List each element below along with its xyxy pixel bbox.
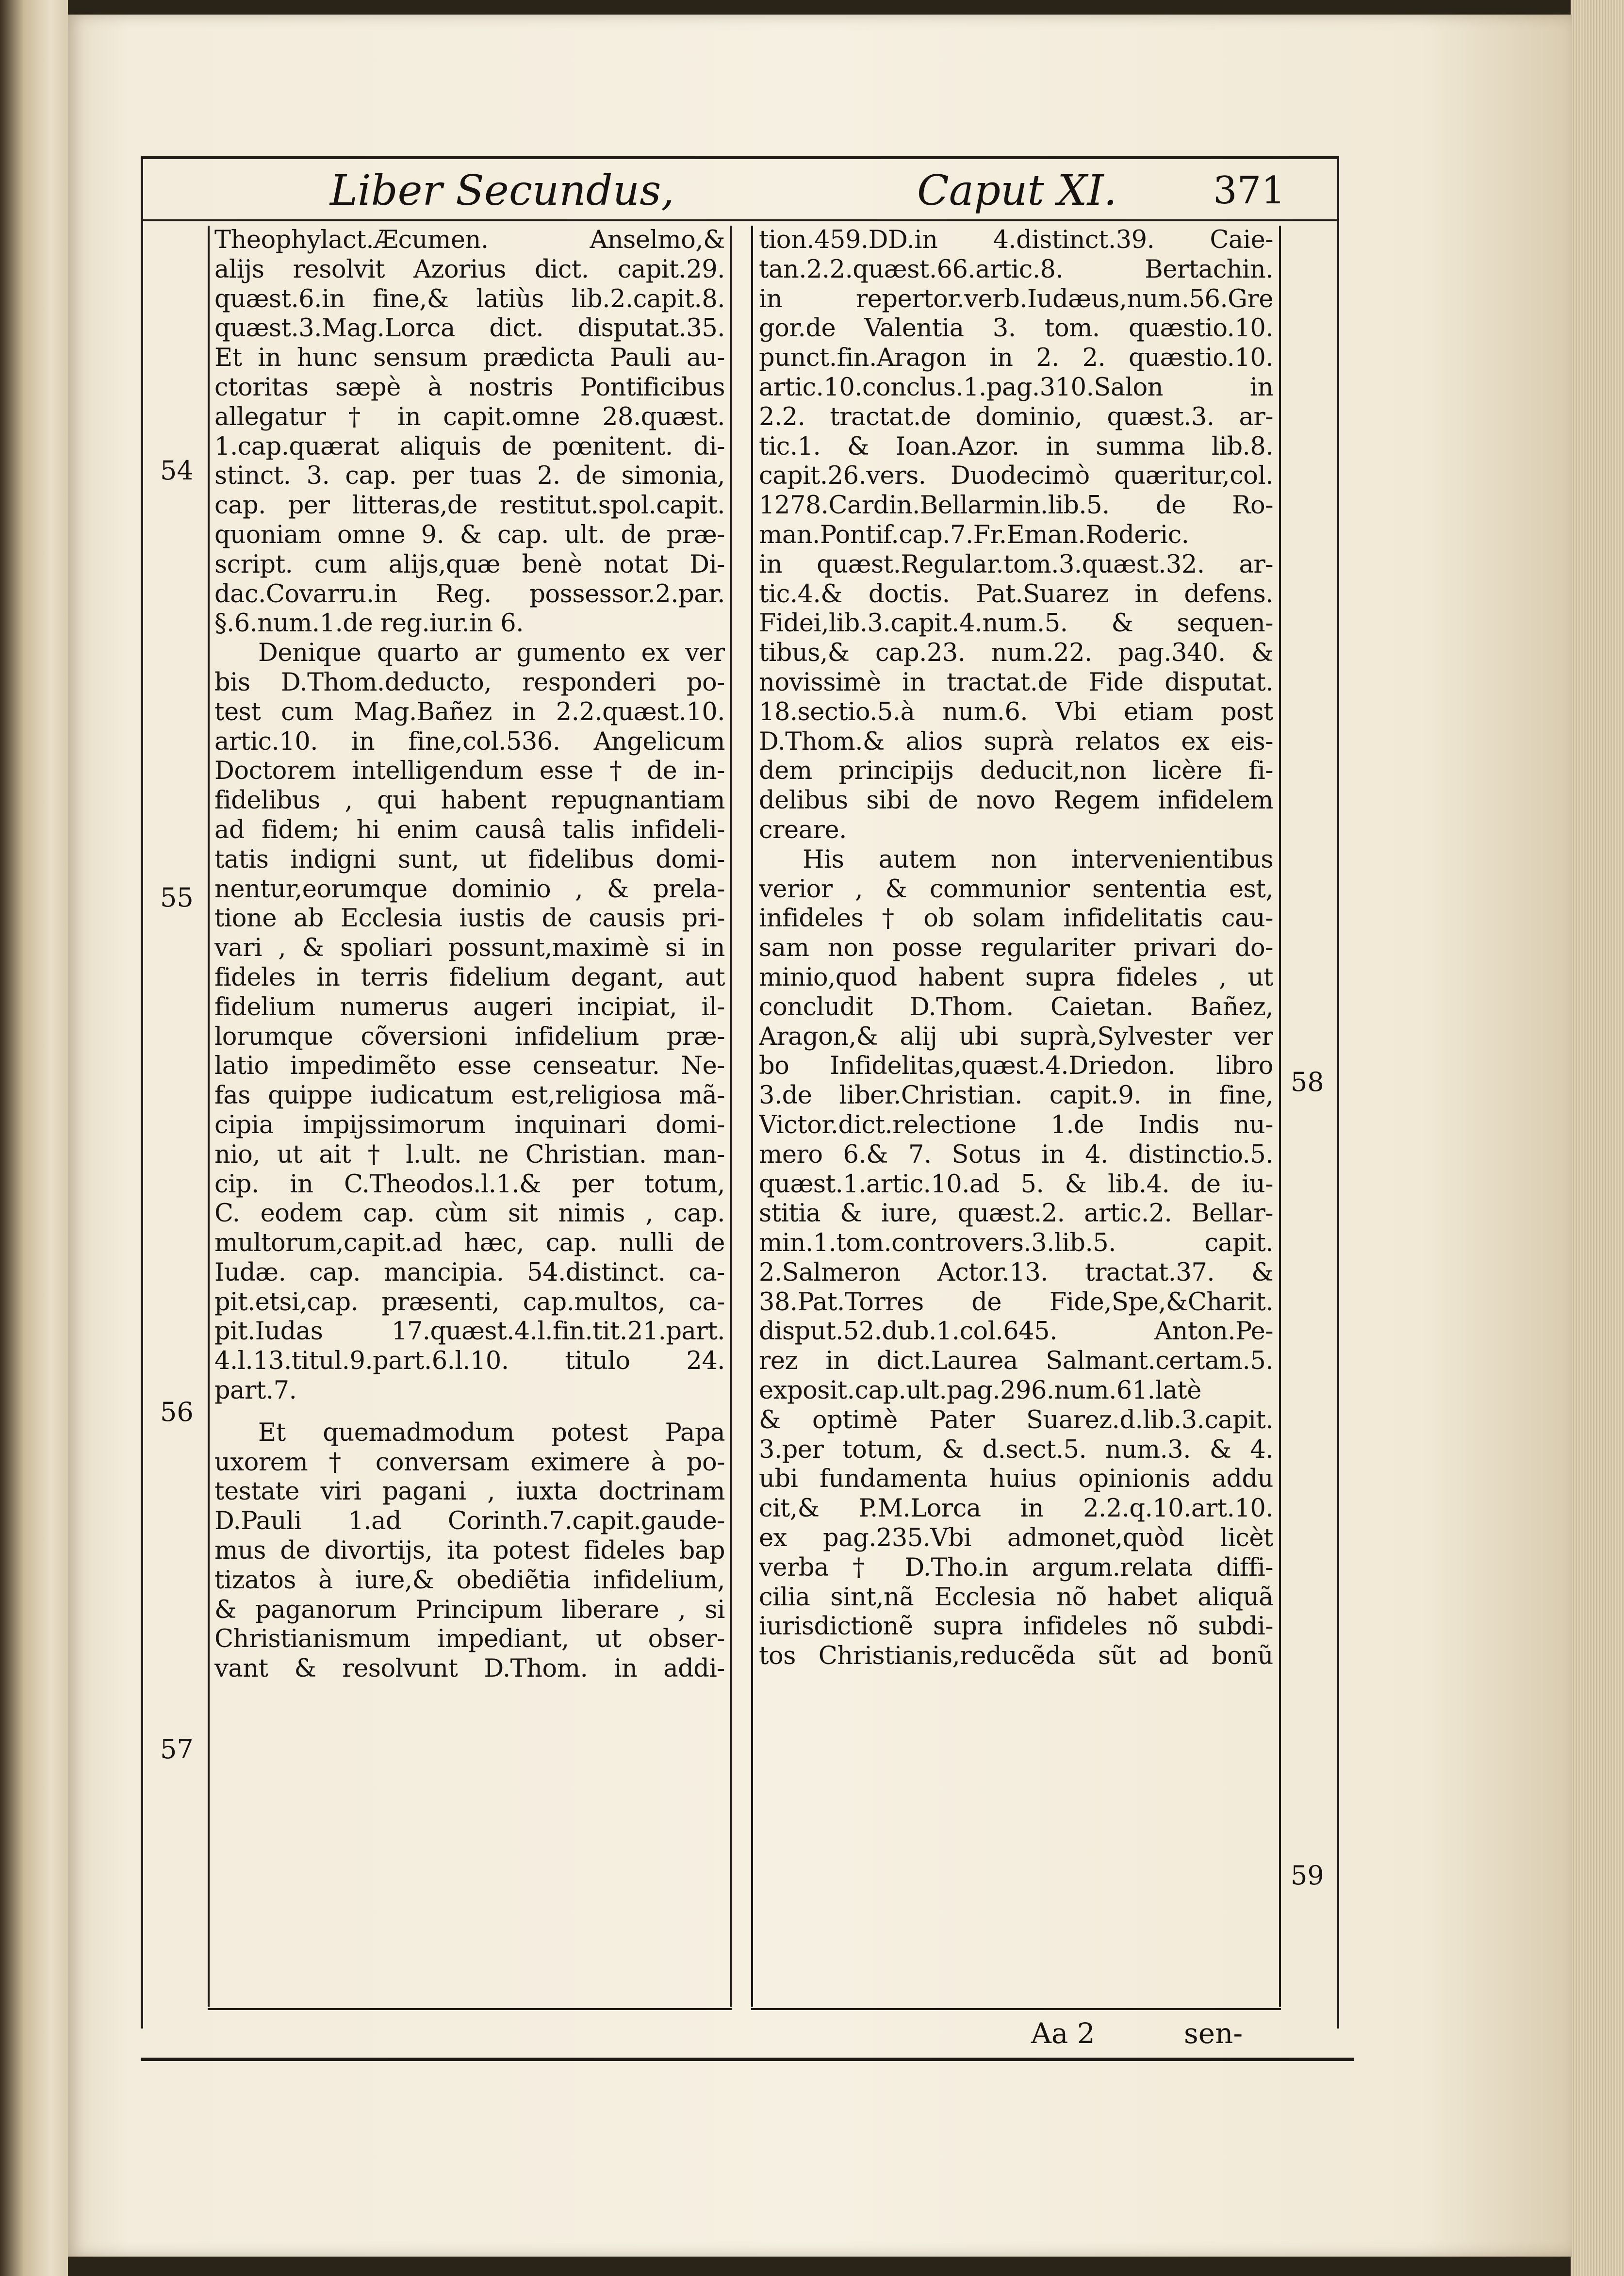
running-head-chapter: Caput XI. (917, 166, 1117, 215)
text-line: tic.1. & Ioan.Azor. in summa lib.8. (759, 432, 1273, 461)
text-line: Fidei,lib.3.capit.4.num.5. & sequen- (759, 609, 1273, 638)
text-line: Iudæ. cap. mancipia. 54.distinct. ca- (214, 1258, 725, 1287)
text-line: cap. per litteras,de restitut.spol.capit. (214, 491, 725, 520)
margin-number-56: 56 (160, 1397, 194, 1427)
left-page-edge (0, 0, 68, 2276)
text-line: delibus sibi de novo Regem infidelem (759, 786, 1273, 815)
catchword: sen- (1184, 2017, 1243, 2050)
text-line: dac.Covarru.in Reg. possessor.2.par. (214, 579, 725, 609)
text-line: Christianismum impediant, ut obser- (214, 1625, 725, 1654)
text-line: C. eodem cap. cùm sit nimis , cap. (214, 1199, 725, 1228)
text-line: cilia sint,nã Ecclesia nõ habet aliquã (759, 1583, 1273, 1612)
text-line: & paganorum Principum liberare , si (214, 1595, 725, 1624)
text-line: fideles in terris fidelium degant, aut (214, 963, 725, 992)
text-line: vant & resolvunt D.Thom. in addi- (214, 1654, 725, 1683)
text-line: creare. (759, 815, 847, 844)
text-line: bo Infidelitas,quæst.4.Driedon. libro (759, 1052, 1273, 1081)
signature-mark: Aa 2 (1031, 2017, 1095, 2050)
text-line: mus de divortijs, ita potest fideles bap (214, 1536, 725, 1566)
text-line: script. cum alijs,quæ benè notat Di- (214, 550, 725, 579)
text-line: tibus,& cap.23. num.22. pag.340. & (759, 639, 1273, 668)
text-line: man.Pontif.cap.7.Fr.Eman.Roderic. (759, 520, 1189, 549)
text-line: tatis indigni sunt, ut fidelibus domi- (214, 845, 725, 874)
text-line: lorumque cõversioni infidelium præ- (214, 1022, 725, 1051)
text-line: 4.l.13.titul.9.part.6.l.10. titulo 24. (214, 1347, 725, 1376)
text-line: allegatur † in capit.omne 28.quæst. (214, 402, 725, 431)
text-line: alijs resolvit Azorius dict. capit.29. (214, 255, 725, 284)
text-line: cit,& P.M.Lorca in 2.2.q.10.art.10. (759, 1494, 1273, 1523)
left-column (208, 226, 732, 2007)
text-line: artic.10.conclus.1.pag.310.Salon in (759, 373, 1273, 402)
text-line: Victor.dict.relectione 1.de Indis nu- (759, 1110, 1273, 1139)
text-line: rez in dict.Laurea Salmant.certam.5. (759, 1347, 1273, 1376)
text-line: in quæst.Regular.tom.3.quæst.32. ar- (759, 550, 1273, 579)
text-line: ex pag.235.Vbi admonet,quòd licèt (759, 1524, 1273, 1553)
text-line: sam non posse regulariter privari do- (759, 934, 1273, 963)
text-line: uxorem † conversam eximere à po- (214, 1448, 725, 1477)
text-line: test cum Mag.Bañez in 2.2.quæst.10. (214, 697, 725, 726)
text-line: iurisdictionẽ supra infideles nõ subdi- (759, 1612, 1273, 1641)
text-line: tione ab Ecclesia iustis de causis pri- (214, 904, 725, 933)
text-line: Et in hunc sensum prædicta Pauli au- (214, 344, 725, 373)
text-line: verior , & communior sententia est, (759, 874, 1273, 904)
text-line: dem principijs deducit,non licère fi- (759, 757, 1273, 786)
text-line: ctoritas sæpè à nostris Pontificibus (214, 373, 725, 402)
margin-number-54: 54 (160, 455, 194, 486)
margin-number-59: 59 (1291, 1860, 1324, 1891)
text-line: min.1.tom.controvers.3.lib.5. capit. (759, 1229, 1273, 1258)
text-line: bis D.Thom.deducto, responderi po- (214, 668, 725, 697)
text-line: §.6.num.1.de reg.iur.in 6. (214, 609, 524, 638)
text-line: quæst.1.artic.10.ad 5. & lib.4. de iu- (759, 1170, 1273, 1199)
text-line: gor.de Valentia 3. tom. quæstio.10. (759, 314, 1273, 343)
text-line: fidelium numerus augeri incipiat, il- (214, 992, 725, 1022)
text-line: D.Pauli 1.ad Corinth.7.capit.gaude- (214, 1507, 725, 1536)
text-line: & optimè Pater Suarez.d.lib.3.capit. (759, 1405, 1273, 1435)
text-line: fas quippe iudicatum est,religiosa mã- (214, 1081, 725, 1110)
text-line: D.Thom.& alios suprà relatos ex eis- (759, 727, 1273, 756)
text-line: stinct. 3. cap. per tuas 2. de simonia, (214, 462, 725, 491)
paragraph-gap (214, 1406, 725, 1418)
text-line: capit.26.vers. Duodecimò quæritur,col. (759, 462, 1273, 491)
margin-number-55: 55 (160, 882, 194, 913)
text-line: tion.459.DD.in 4.distinct.39. Caie- (759, 226, 1273, 254)
text-line: 1278.Cardin.Bellarmin.lib.5. de Ro- (759, 491, 1273, 520)
text-line: 2.Salmeron Actor.13. tractat.37. & (759, 1258, 1273, 1287)
text-line: Et quemadmodum potest Papa (258, 1418, 725, 1447)
text-line: fidelibus , qui habent repugnantiam (214, 786, 725, 815)
text-line: verba † D.Tho.in argum.relata diffi- (759, 1553, 1273, 1582)
text-line: 38.Pat.Torres de Fide,Spe,&Charit. (759, 1287, 1273, 1317)
text-line: Denique quarto ar gumento ex ver (258, 639, 725, 668)
text-line: disput.52.dub.1.col.645. Anton.Pe- (759, 1317, 1273, 1346)
text-line: quæst.6.in fine,& latiùs lib.2.capit.8. (214, 284, 725, 313)
text-line: in repertor.verb.Iudæus,num.56.Gre (759, 284, 1273, 313)
text-line: vari , & spoliari possunt,maximè si in (214, 934, 725, 963)
text-line: tizatos à iure,& obediẽtia infidelium, (214, 1566, 725, 1595)
text-line: exposit.cap.ult.pag.296.num.61.latè (759, 1376, 1201, 1405)
text-line: minio,quod habent supra fideles , ut (759, 963, 1273, 992)
text-line: 3.de liber.Christian. capit.9. in fine, (759, 1081, 1273, 1110)
text-line: quæst.3.Mag.Lorca dict. disputat.35. (214, 314, 725, 343)
text-line: His autem non intervenientibus (803, 845, 1273, 874)
margin-number-57: 57 (160, 1734, 194, 1765)
text-line: 18.sectio.5.à num.6. Vbi etiam post (759, 697, 1273, 726)
text-line: 3.per totum, & d.sect.5. num.3. & 4. (759, 1435, 1273, 1464)
right-column (751, 226, 1281, 2007)
text-line: 2.2. tractat.de dominio, quæst.3. ar- (759, 402, 1273, 431)
text-line: punct.fin.Aragon in 2. 2. quæstio.10. (759, 344, 1273, 373)
right-page-edge (1571, 0, 1624, 2276)
text-line: ubi fundamenta huius opinionis addu (759, 1465, 1273, 1494)
text-line: testate viri pagani , iuxta doctrinam (214, 1477, 725, 1506)
left-column-bottom-rule (208, 2008, 732, 2010)
text-line: part.7. (214, 1376, 297, 1405)
text-line: multorum,capit.ad hæc, cap. nulli de (214, 1229, 725, 1258)
text-line: Aragon,& alij ubi suprà,Sylvester ver (759, 1022, 1273, 1051)
right-column-bottom-rule (751, 2008, 1281, 2010)
text-line: cip. in C.Theodos.l.1.& per totum, (214, 1170, 725, 1199)
margin-number-58: 58 (1291, 1067, 1324, 1097)
text-line: cipia impijssimorum inquinari domi- (214, 1110, 725, 1139)
text-line: tic.4.& doctis. Pat.Suarez in defens. (759, 579, 1273, 609)
text-line: nio, ut ait † l.ult. ne Christian. man- (214, 1140, 725, 1169)
footer-rule (141, 2058, 1354, 2061)
text-line: pit.Iudas 17.quæst.4.l.fin.tit.21.part. (214, 1317, 725, 1346)
text-line: novissimè in tractat.de Fide disputat. (759, 668, 1273, 697)
text-line: stitia & iure, quæst.2. artic.2. Bellar- (759, 1199, 1273, 1228)
text-line: concludit D.Thom. Caietan. Bañez, (759, 992, 1273, 1022)
header-rule (141, 219, 1339, 221)
text-line: ad fidem; hi enim causâ talis infideli- (214, 815, 725, 844)
text-line: infideles † ob solam infidelitatis cau- (759, 904, 1273, 933)
text-line: nentur,eorumque dominio , & prela- (214, 874, 725, 904)
text-line: tos Christianis,reducẽda sũt ad bonũ (759, 1642, 1273, 1671)
text-line: pit.etsi,cap. præsenti, cap.multos, ca- (214, 1287, 725, 1317)
text-line: latio impedimẽto esse censeatur. Ne- (214, 1052, 725, 1081)
text-line: tan.2.2.quæst.66.artic.8. Bertachin. (759, 255, 1273, 284)
text-line: Theophylact.Æcumen. Anselmo,& (214, 226, 725, 254)
text-line: quoniam omne 9. & cap. ult. de præ- (214, 520, 725, 549)
page-number: 371 (1213, 169, 1285, 213)
text-line: artic.10. in fine,col.536. Angelicum (214, 727, 725, 756)
text-line: mero 6.& 7. Sotus in 4. distinctio.5. (759, 1140, 1273, 1169)
running-head-book: Liber Secundus, (330, 166, 674, 215)
text-line: Doctorem intelligendum esse † de in- (214, 757, 725, 786)
text-line: 1.cap.quærat aliquis de pœnitent. di- (214, 432, 725, 461)
